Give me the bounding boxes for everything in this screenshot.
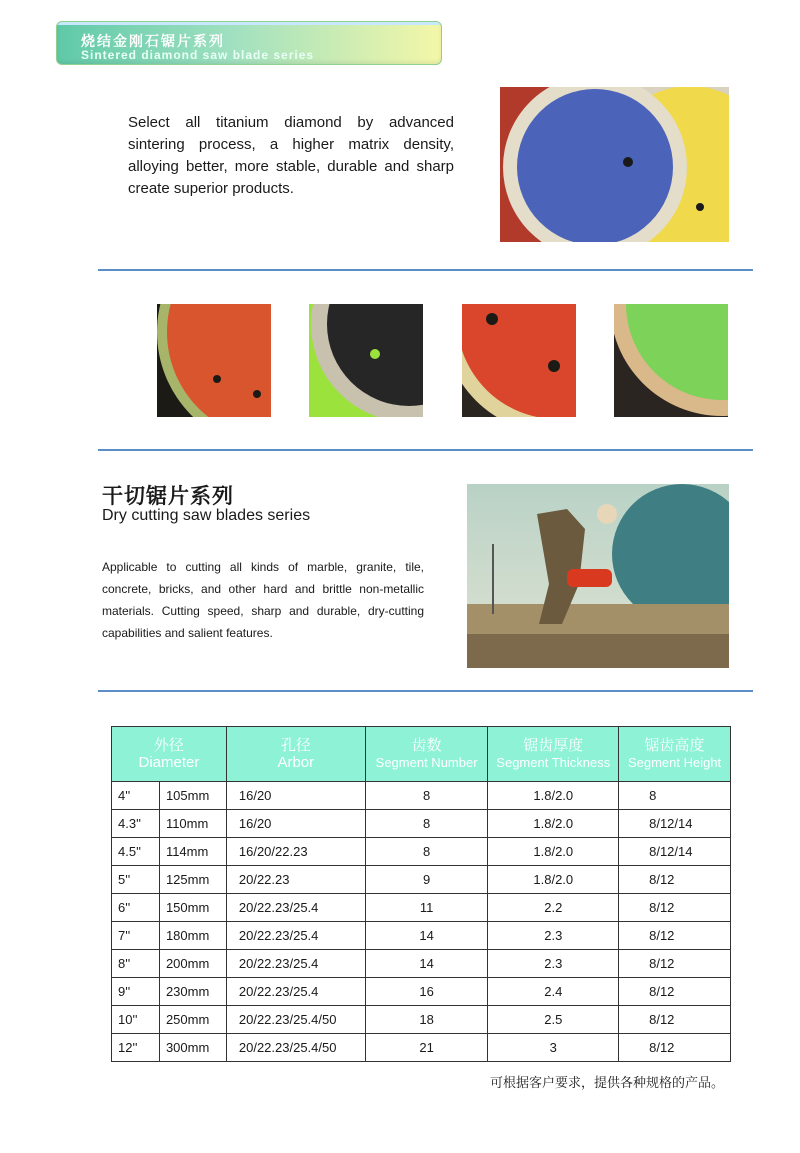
cell-segments: 14 (365, 950, 488, 978)
cell-height: 8 (619, 782, 731, 810)
cell-arbor: 20/22.23/25.4/50 (226, 1034, 365, 1062)
cell-thickness: 2.5 (488, 1006, 619, 1034)
cell-height: 8/12 (619, 894, 731, 922)
cell-segments: 11 (365, 894, 488, 922)
cell-height: 8/12 (619, 1034, 731, 1062)
cell-arbor: 20/22.23/25.4 (226, 950, 365, 978)
cell-mm: 230mm (159, 978, 226, 1006)
cell-height: 8/12 (619, 1006, 731, 1034)
cell-segments: 14 (365, 922, 488, 950)
cell-inch: 8'' (112, 950, 160, 978)
cell-arbor: 16/20/22.23 (226, 838, 365, 866)
divider-3 (98, 690, 753, 692)
cell-thickness: 2.2 (488, 894, 619, 922)
cell-mm: 110mm (159, 810, 226, 838)
cell-segments: 8 (365, 838, 488, 866)
cell-thickness: 2.4 (488, 978, 619, 1006)
cell-segments: 9 (365, 866, 488, 894)
table-header-row (112, 727, 731, 782)
blade-photo-red-toothed (462, 304, 576, 417)
dry-cutting-title-cn: 干切锯片系列 (102, 484, 234, 508)
spec-table (111, 726, 731, 1062)
cell-inch: 12'' (112, 1034, 160, 1062)
header-segheight-en: Segment Height (627, 755, 722, 770)
cell-arbor: 16/20 (226, 810, 365, 838)
table-row (112, 1034, 731, 1062)
header-segment-number (365, 727, 488, 782)
series-banner (56, 21, 442, 65)
cell-mm: 250mm (159, 1006, 226, 1034)
cell-mm: 300mm (159, 1034, 226, 1062)
divider-2 (98, 449, 753, 451)
header-segment-height (619, 727, 731, 782)
cell-segments: 16 (365, 978, 488, 1006)
blade-photo-red-segmented (157, 304, 271, 417)
cell-mm: 180mm (159, 922, 226, 950)
cell-arbor: 20/22.23/25.4 (226, 978, 365, 1006)
header-segment-thickness (488, 727, 619, 782)
header-segnum-en: Segment Number (375, 755, 478, 770)
header-arbor-en: Arbor (277, 754, 315, 771)
intro-paragraph: Select all titanium diamond by advanced sintering process, a higher matrix density, alloying better, more stable, durable and sharp create superior products. (128, 114, 454, 197)
cell-mm: 200mm (159, 950, 226, 978)
cell-inch: 6'' (112, 894, 160, 922)
cell-height: 8/12 (619, 922, 731, 950)
cell-arbor: 20/22.23/25.4/50 (226, 1006, 365, 1034)
cell-mm: 150mm (159, 894, 226, 922)
dry-cutting-description: Applicable to cutting all kinds of marble, granite, tile, concrete, bricks, and other hard and brittle non-metallic materials. Cutting speed, sharp and durable, dry-cutting capabilities and salient features. (102, 560, 424, 640)
cell-thickness: 1.8/2.0 (488, 782, 619, 810)
cell-thickness: 2.3 (488, 922, 619, 950)
table-row (112, 838, 731, 866)
cell-height: 8/12/14 (619, 838, 731, 866)
cell-arbor: 16/20 (226, 782, 365, 810)
header-segthick-cn: 锯齿厚度 (523, 736, 584, 754)
cell-height: 8/12 (619, 950, 731, 978)
cell-mm: 105mm (159, 782, 226, 810)
cell-inch: 9'' (112, 978, 160, 1006)
cell-inch: 5'' (112, 866, 160, 894)
header-arbor (226, 727, 365, 782)
footnote: 可根据客户要求，提供各种规格的产品。 (490, 1076, 725, 1091)
header-arbor-cn: 孔径 (280, 736, 311, 754)
cell-thickness: 1.8/2.0 (488, 866, 619, 894)
cell-thickness: 1.8/2.0 (488, 810, 619, 838)
cell-inch: 4.5'' (112, 838, 160, 866)
cell-arbor: 20/22.23 (226, 866, 365, 894)
cell-thickness: 1.8/2.0 (488, 838, 619, 866)
cell-height: 8/12 (619, 978, 731, 1006)
table-row (112, 922, 731, 950)
cell-height: 8/12 (619, 866, 731, 894)
hero-blades-photo (500, 87, 729, 242)
cell-arbor: 20/22.23/25.4 (226, 894, 365, 922)
header-segheight-cn: 锯齿高度 (644, 736, 705, 754)
header-segnum-cn: 齿数 (411, 736, 442, 754)
header-diameter (112, 727, 227, 782)
table-row (112, 866, 731, 894)
cell-segments: 8 (365, 810, 488, 838)
header-diameter-cn: 外径 (153, 736, 184, 754)
header-diameter-en: Diameter (138, 754, 200, 771)
banner-title-cn: 烧结金刚石锯片系列 (81, 34, 225, 50)
cell-inch: 7'' (112, 922, 160, 950)
cell-segments: 21 (365, 1034, 488, 1062)
cell-inch: 4'' (112, 782, 160, 810)
blade-photo-black-turbo (309, 304, 423, 417)
cell-segments: 18 (365, 1006, 488, 1034)
dry-cutting-title-en: Dry cutting saw blades series (102, 507, 311, 524)
cell-thickness: 3 (488, 1034, 619, 1062)
worker-cutting-photo (467, 484, 729, 668)
table-row (112, 1006, 731, 1034)
cell-inch: 4.3'' (112, 810, 160, 838)
cell-segments: 8 (365, 782, 488, 810)
header-segthick-en: Segment Thickness (496, 755, 611, 770)
table-row (112, 810, 731, 838)
divider-1 (98, 269, 753, 271)
cell-thickness: 2.3 (488, 950, 619, 978)
cell-mm: 114mm (159, 838, 226, 866)
cell-arbor: 20/22.23/25.4 (226, 922, 365, 950)
blade-photo-green-segmented (614, 304, 728, 417)
table-row (112, 894, 731, 922)
table-row (112, 978, 731, 1006)
table-row (112, 782, 731, 810)
cell-mm: 125mm (159, 866, 226, 894)
banner-title-en: Sintered diamond saw blade series (81, 48, 315, 62)
table-row (112, 950, 731, 978)
cell-inch: 10'' (112, 1006, 160, 1034)
cell-height: 8/12/14 (619, 810, 731, 838)
